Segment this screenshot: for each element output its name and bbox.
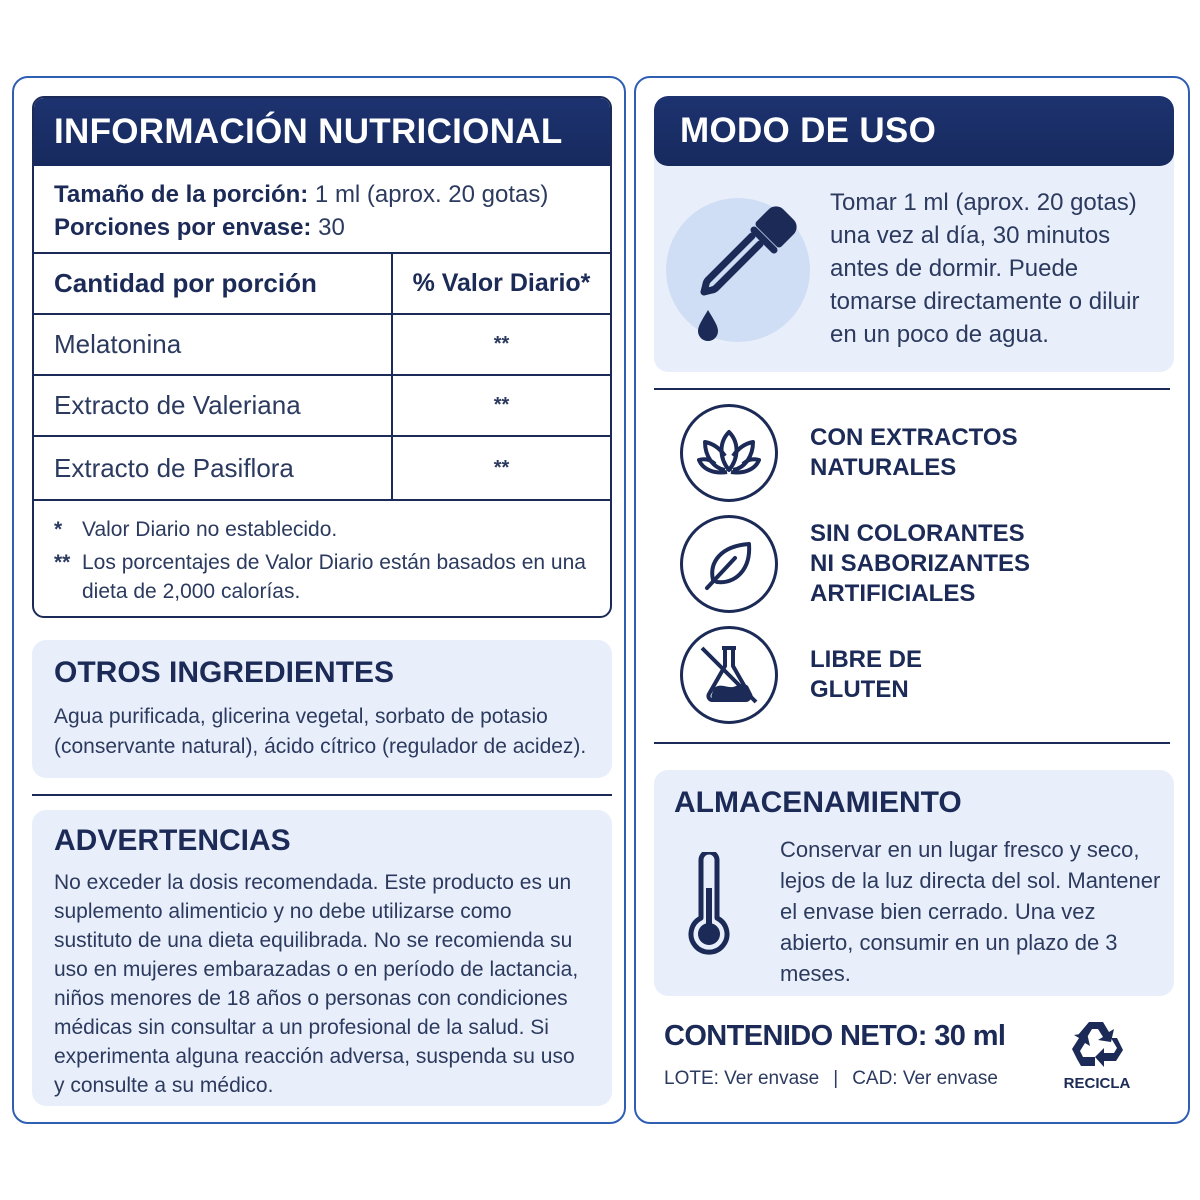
other-ingredients-title: OTROS INGREDIENTES bbox=[54, 656, 395, 689]
dropper-icon bbox=[686, 200, 806, 350]
footnote bbox=[54, 515, 590, 544]
leaf-icon bbox=[680, 515, 778, 613]
lotus-icon bbox=[680, 404, 778, 502]
feature-gluten-free bbox=[680, 626, 922, 724]
warnings-section bbox=[32, 810, 612, 1106]
recycle-label: RECICLA bbox=[1063, 1075, 1131, 1092]
feature-no-colorants bbox=[680, 515, 1188, 613]
servings-value: 30 bbox=[318, 214, 345, 241]
serving-info bbox=[34, 166, 610, 254]
thermometer-icon bbox=[684, 852, 734, 962]
feature-natural-extracts bbox=[680, 404, 1018, 502]
net-content: CONTENIDO NETO: 30 ml bbox=[664, 1020, 1006, 1052]
feature-line: CON EXTRACTOS bbox=[810, 424, 1018, 451]
footnote-text: Valor Diario no establecido. bbox=[82, 518, 338, 541]
divider bbox=[32, 794, 612, 796]
feature-line: GLUTEN bbox=[810, 676, 909, 703]
footnote-mark: ** bbox=[54, 551, 71, 574]
other-ingredients-section bbox=[32, 640, 612, 778]
ingredient-dv: ** bbox=[392, 375, 610, 436]
usage-section bbox=[654, 96, 1174, 372]
ingredient-dv: ** bbox=[392, 436, 610, 500]
ingredient-name: Extracto de Valeriana bbox=[34, 375, 392, 436]
table-row bbox=[34, 375, 610, 436]
ingredient-name: Extracto de Pasiflora bbox=[34, 436, 392, 500]
ingredient-name: Melatonina bbox=[34, 314, 392, 375]
other-ingredients-text: Agua purificada, glicerina vegetal, sorbato de potasio (conservante natural), ácido cítrico (regulador de acidez). bbox=[54, 705, 587, 758]
divider bbox=[654, 388, 1170, 390]
right-panel bbox=[634, 76, 1190, 1124]
table-row bbox=[34, 436, 610, 500]
recycle-icon bbox=[1069, 1018, 1125, 1068]
storage-text: Conservar en un lugar fresco y seco, lejos de la luz directa del sol. Mantener el envase bien cerrado. Una vez abierto, consumir en un plazo de 3 meses. bbox=[780, 837, 1161, 986]
recycle-mark bbox=[1062, 1018, 1132, 1092]
feature-text bbox=[810, 519, 1188, 609]
nutrition-title: INFORMACIÓN NUTRICIONAL bbox=[34, 98, 610, 166]
divider bbox=[654, 742, 1170, 744]
lot-text: LOTE: Ver envase bbox=[664, 1068, 820, 1089]
feature-line: NI SABORIZANTES ARTIFICIALES bbox=[810, 550, 1031, 607]
warnings-text: No exceder la dosis recomendada. Este producto es un suplemento alimenticio y no debe utilizarse como sustituto de una dieta equilibrada. No se recomienda su uso en mujeres embarazadas o en período de lactancia, niños menores de 18 años o personas con condiciones médicas sin consultar a un profesional de la salud. Si experimenta alguna reacción adversa, suspenda su uso y consulte a su médico. bbox=[54, 871, 579, 1097]
lot-separator: | bbox=[833, 1068, 839, 1089]
col-dv-header: % Valor Diario* bbox=[392, 254, 610, 314]
nutrition-table bbox=[34, 254, 610, 501]
serving-size-value: 1 ml (aprox. 20 gotas) bbox=[314, 181, 549, 208]
footnotes bbox=[34, 501, 610, 606]
servings-label: Porciones por envase: bbox=[54, 214, 312, 241]
expiry-text: CAD: Ver envase bbox=[852, 1068, 998, 1089]
warnings-title: ADVERTENCIAS bbox=[54, 824, 291, 857]
storage-section bbox=[654, 770, 1174, 996]
feature-text bbox=[810, 645, 922, 705]
left-panel bbox=[12, 76, 626, 1124]
usage-title: MODO DE USO bbox=[654, 96, 1174, 166]
serving-size-label: Tamaño de la porción: bbox=[54, 181, 309, 208]
feature-text bbox=[810, 423, 1018, 483]
table-row bbox=[34, 314, 610, 375]
feature-line: LIBRE DE bbox=[810, 646, 923, 673]
nutrition-table-header bbox=[34, 254, 610, 314]
nutrition-facts-box bbox=[32, 96, 612, 618]
usage-text: Tomar 1 ml (aprox. 20 gotas) una vez al día, 30 minutos antes de dormir. Puede tomarse directamente o diluir en un poco de agua. bbox=[830, 189, 1140, 348]
col-amount-header: Cantidad por porción bbox=[34, 254, 392, 314]
lot-info bbox=[664, 1068, 998, 1090]
feature-line: NATURALES bbox=[810, 454, 957, 481]
no-gluten-flask-icon bbox=[680, 626, 778, 724]
footnote-mark: * bbox=[54, 518, 63, 541]
storage-title: ALMACENAMIENTO bbox=[674, 786, 962, 819]
footnote bbox=[54, 548, 590, 606]
feature-line: SIN COLORANTES bbox=[810, 520, 1025, 547]
footnote-text: Los porcentajes de Valor Diario están basados en una dieta de 2,000 calorías. bbox=[82, 551, 586, 603]
ingredient-dv: ** bbox=[392, 314, 610, 375]
